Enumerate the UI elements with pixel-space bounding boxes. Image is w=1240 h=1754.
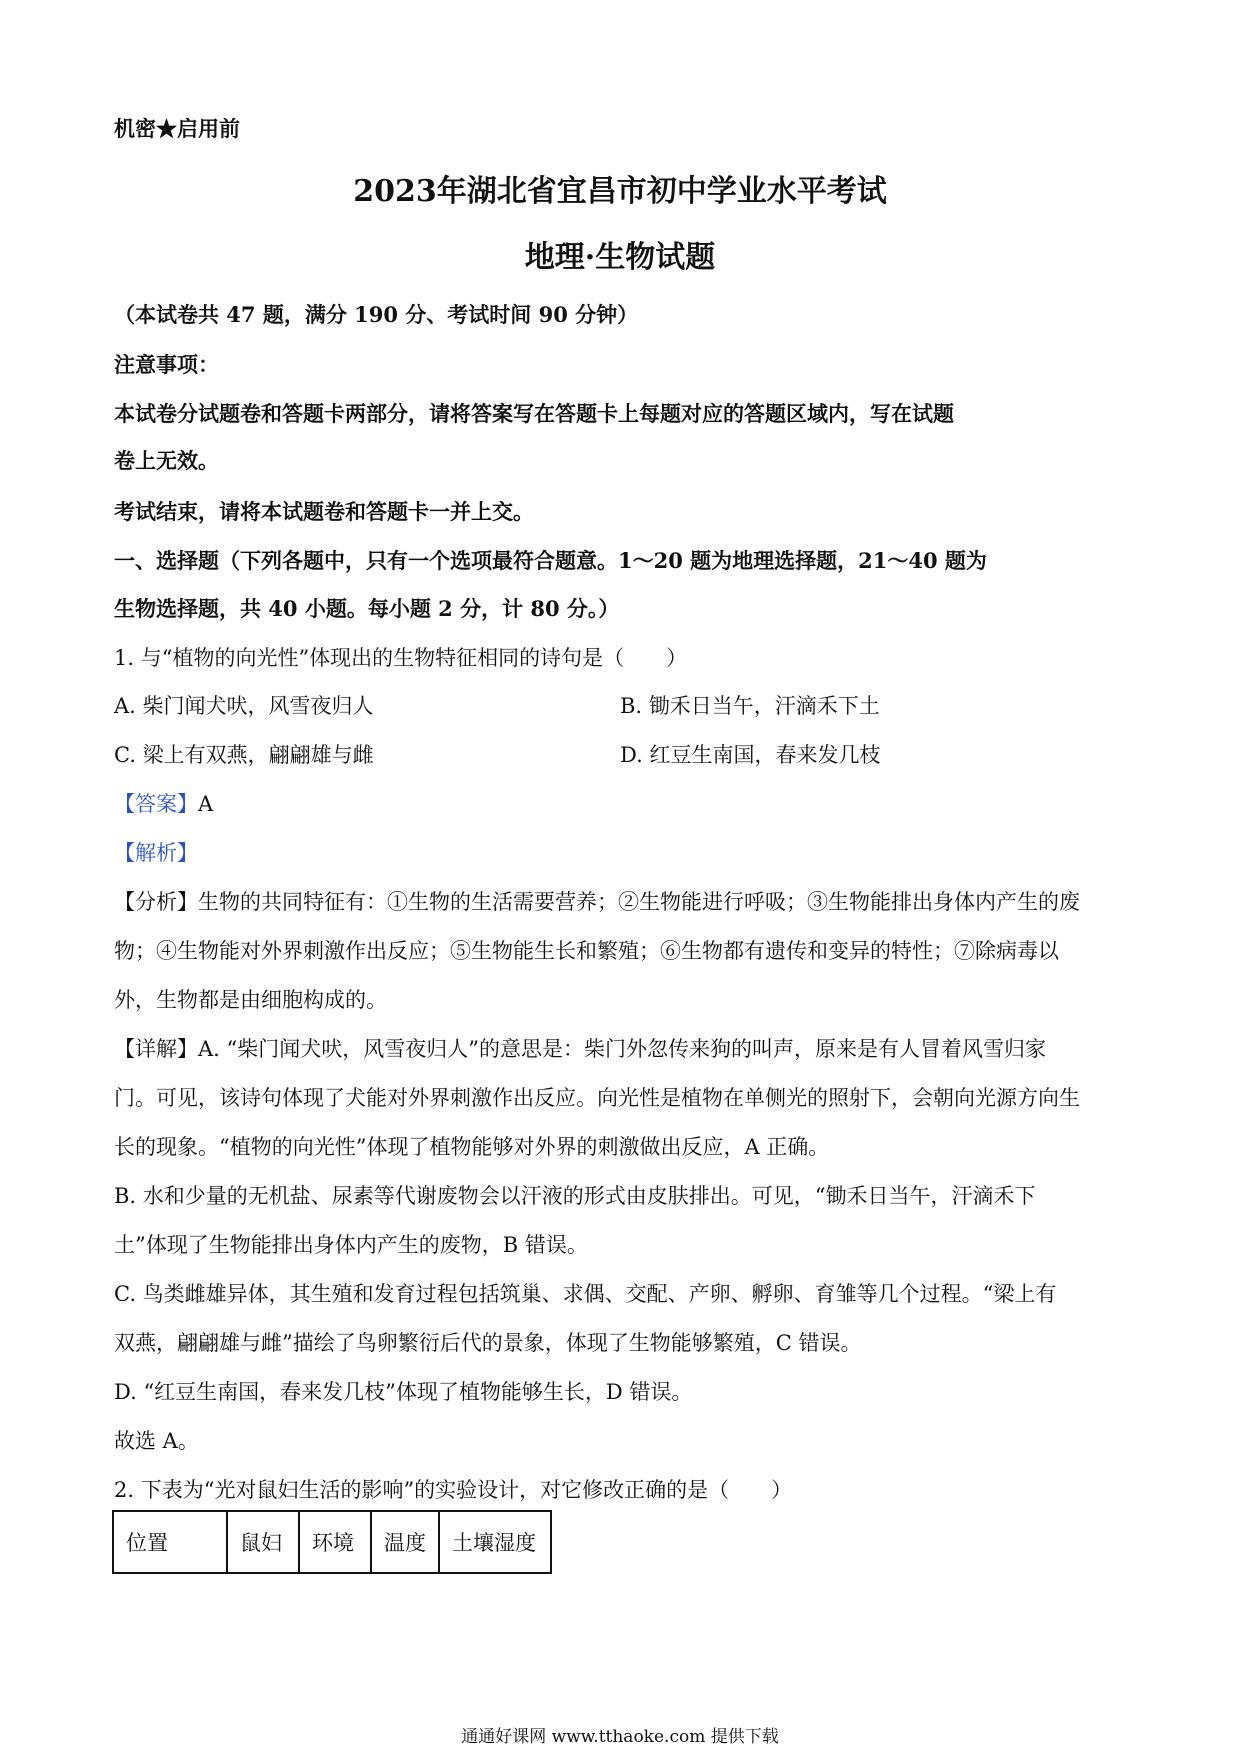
q1-answer [114,789,213,819]
q1-option-d: D. 红豆生南国，春来发几枝 [620,743,881,767]
table-row [113,1511,551,1573]
table-header-cell: 位置 [113,1511,227,1573]
detail-text: A. “柴门闻犬吠，风雪夜归人”的意思是：柴门外忽传来狗的叫声，原来是有人冒着风雪归家 [198,1037,1046,1061]
section-heading-cont: 生物选择题，共 40 小题。每小题 2 分，计 80 分。） [114,596,620,621]
q1-detail-line-4: B. 水和少量的无机盐、尿素等代谢废物会以汗液的形式由皮肤排出。可见，“锄禾日当午，汗滴禾下 [114,1184,1036,1208]
notice-heading: 注意事项： [114,352,219,377]
q1-option-c: C. 梁上有双燕，翩翩雄与雌 [114,743,374,767]
table-header-cell: 鼠妇 [227,1511,299,1573]
q1-option-a: A. 柴门闻犬吠，风雪夜归人 [114,694,374,718]
notice-item-1-cont: 卷上无效。 [114,448,219,473]
analysis-tag: 【分析】 [114,890,198,914]
q1-analysis-line-1 [114,887,1080,917]
q1-conclusion: 故选 A。 [114,1429,199,1453]
answer-label: 【答案】 [114,792,198,816]
q1-detail-line-5: 土”体现了生物能排出身体内产生的废物，B 错误。 [114,1233,588,1257]
q1-analysis-line-3: 外，生物都是由细胞构成的。 [114,988,387,1012]
notice-item-2: 考试结束，请将本试题卷和答题卡一并上交。 [114,499,534,524]
page-footer: 通通好课网 www.tthaoke.com 提供下载 [461,1727,779,1747]
q1-detail-line-8: D. “红豆生南国，春来发几枝”体现了植物能够生长，D 错误。 [114,1380,693,1404]
notice-item-1: 本试卷分试题卷和答题卡两部分，请将答案写在答题卡上每题对应的答题区域内，写在试题 [114,401,954,426]
confidential-mark: 机密★启用前 [114,116,240,141]
exam-title: 2023年湖北省宜昌市初中学业水平考试 [353,174,887,209]
table-header-cell: 温度 [371,1511,439,1573]
question-1-stem: 1. 与“植物的向光性”体现出的生物特征相同的诗句是（ ） [114,646,688,670]
q1-analysis-label: 【解析】 [114,841,198,865]
section-heading: 一、选择题（下列各题中，只有一个选项最符合题意。1～20 题为地理选择题，21～40 题为 [114,548,987,573]
q1-detail-line-7: 双燕，翩翩雄与雌”描绘了鸟卵繁衍后代的景象，体现了生物能够繁殖，C 错误。 [114,1331,862,1355]
q1-option-b: B. 锄禾日当午，汗滴禾下土 [620,694,880,718]
table-header-cell: 土壤湿度 [439,1511,551,1573]
q1-detail-line-6: C. 鸟类雌雄异体，其生殖和发育过程包括筑巢、求偶、交配、产卵、孵卵、育雏等几个过程。“梁上有 [114,1282,1057,1306]
q1-detail-line-2: 门。可见，该诗句体现了犬能对外界刺激作出反应。向光性是植物在单侧光的照射下，会朝向光源方向生 [114,1086,1080,1110]
analysis-text: 生物的共同特征有：①生物的生活需要营养；②生物能进行呼吸；③生物能排出身体内产生的废 [198,890,1080,914]
answer-value: A [198,792,214,816]
q1-detail-line-3: 长的现象。“植物的向光性”体现了植物能够对外界的刺激做出反应，A 正确。 [114,1135,830,1159]
detail-tag: 【详解】 [114,1037,198,1061]
exam-subtitle: 地理·生物试题 [524,240,716,275]
q1-detail-line-1 [114,1034,1046,1064]
table-header-cell: 环境 [299,1511,371,1573]
question-2-stem: 2. 下表为“光对鼠妇生活的影响”的实验设计，对它修改正确的是（ ） [114,1478,793,1502]
exam-info: （本试卷共 47 题，满分 190 分、考试时间 90 分钟） [114,302,639,327]
q1-analysis-line-2: 物；④生物能对外界刺激作出反应；⑤生物能生长和繁殖；⑥生物都有遗传和变异的特性；⑦除病毒以 [114,939,1059,963]
q2-experiment-table [112,1510,552,1574]
